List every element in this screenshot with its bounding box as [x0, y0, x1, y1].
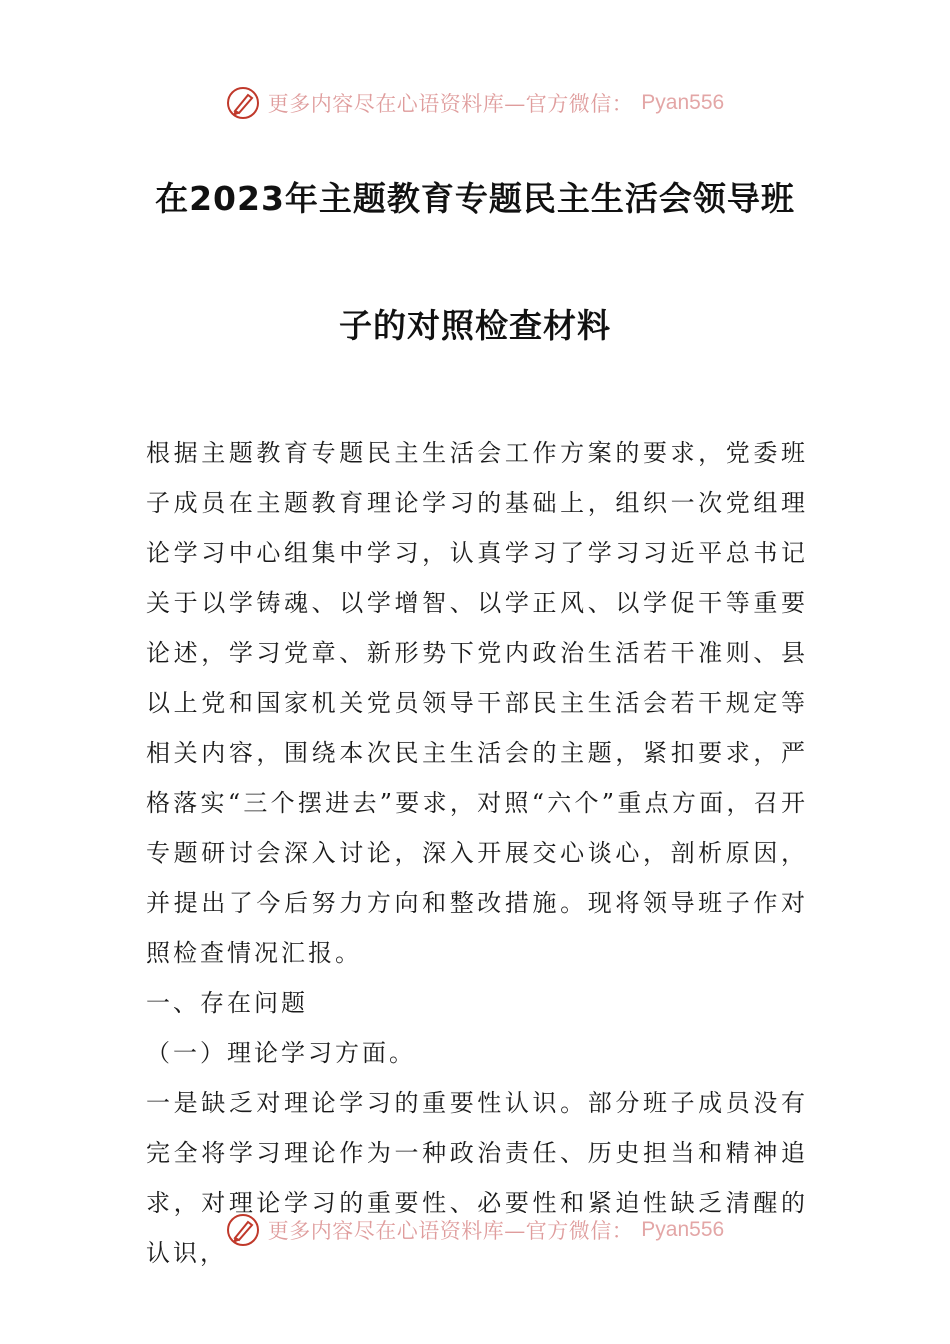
- pen-logo-icon: [226, 86, 260, 120]
- watermark-text: 更多内容尽在心语资料库—官方微信：: [267, 1219, 634, 1243]
- pen-logo-icon: [226, 1213, 260, 1247]
- section-heading-problems: 一、存在问题: [146, 989, 308, 1017]
- watermark-wechat-id: Pyan556: [641, 1218, 725, 1241]
- watermark-header: [0, 83, 950, 123]
- subsection-heading-theory-study: （一）理论学习方面。: [146, 1039, 416, 1067]
- point-paragraph-1: 一是缺乏对理论学习的重要性认识。部分班子成员没有完全将学习理论作为一种政治责任、历史担当和精神追求，对理论学习的重要性、必要性和紧迫性缺乏清醒的认识，: [146, 1089, 808, 1267]
- document-title-line2: 子的对照检查材料: [339, 306, 611, 345]
- watermark-footer: [0, 1210, 950, 1250]
- document-title-line1: 在2023年主题教育专题民主生活会领导班: [155, 179, 795, 218]
- watermark-wechat-id: Pyan556: [641, 91, 725, 114]
- intro-paragraph: 根据主题教育专题民主生活会工作方案的要求，党委班子成员在主题教育理论学习的基础上，组织一次党组理论学习中心组集中学习，认真学习了学习习近平总书记关于以学铸魂、以学增智、以学正风、以学促干等重要论述，学习党章、新形势下党内政治生活若干准则、县以上党和国家机关党员领导干部民主生活会若干规定等相关内容，围绕本次民主生活会的主题，紧扣要求，严格落实“三个摆进去”要求，对照“六个”重点方面，召开专题研讨会深入讨论，深入开展交心谈心，剖析原因，并提出了今后努力方向和整改措施。现将领导班子作对照检查情况汇报。: [146, 439, 808, 967]
- watermark-text: 更多内容尽在心语资料库—官方微信：: [267, 92, 634, 116]
- document-body: [146, 428, 808, 1278]
